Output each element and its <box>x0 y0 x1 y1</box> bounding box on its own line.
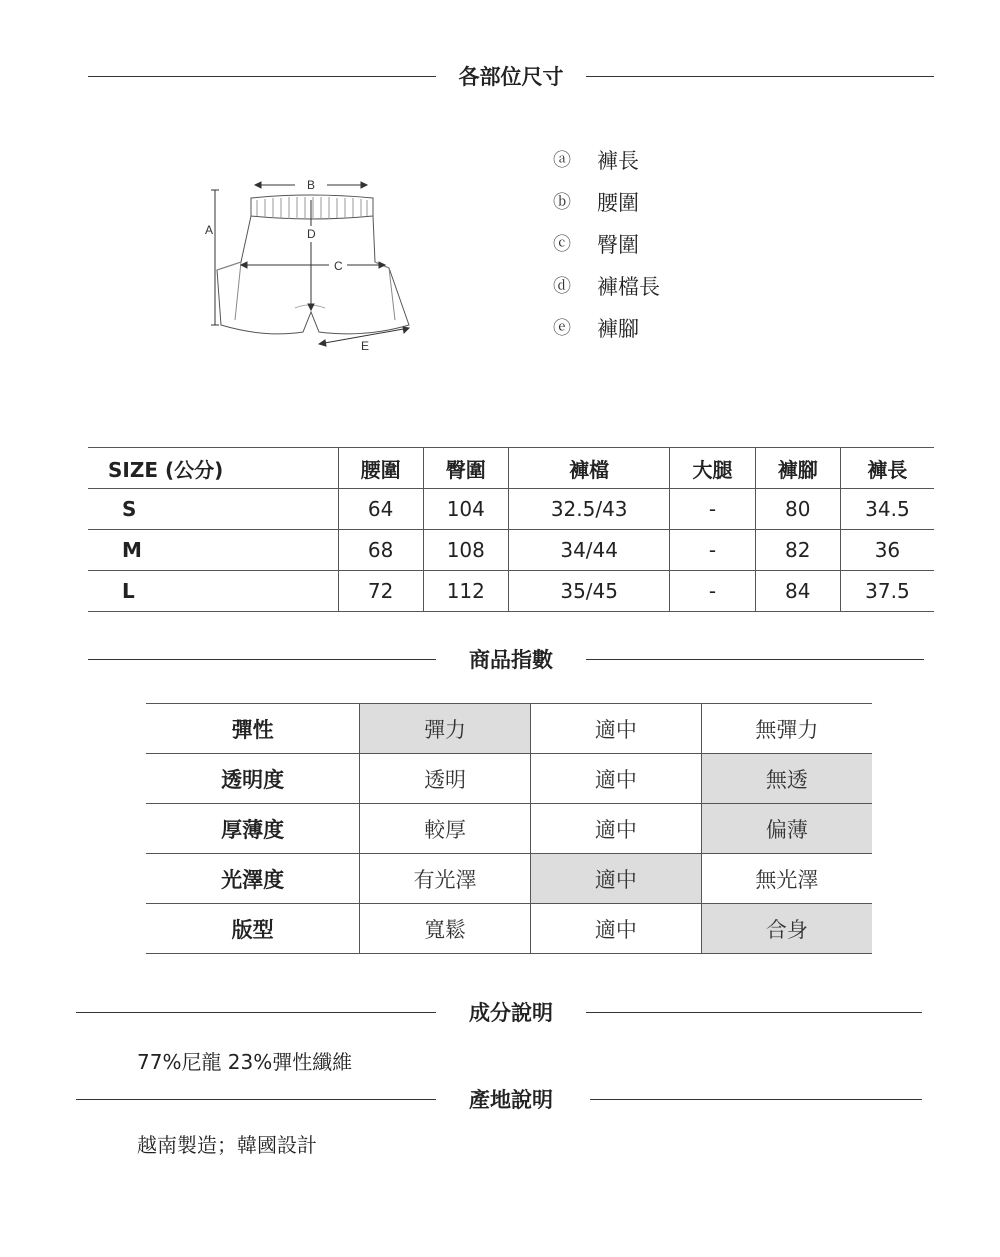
legend-label: 褲檔長 <box>597 275 660 299</box>
size-cell: 36 <box>840 530 934 571</box>
size-table <box>88 447 934 612</box>
index-label: 光澤度 <box>146 854 360 904</box>
table-row <box>146 854 872 904</box>
size-table-header: 臀圍 <box>423 448 508 489</box>
size-cell: 35/45 <box>508 571 670 612</box>
index-option: 有光澤 <box>360 854 531 904</box>
legend-label: 腰圍 <box>597 191 639 215</box>
size-table-header: 大腿 <box>670 448 755 489</box>
size-table-header: 褲檔 <box>508 448 670 489</box>
legend-item <box>553 182 660 224</box>
size-table-header-row <box>88 448 934 489</box>
index-label: 版型 <box>146 904 360 954</box>
size-cell: 34.5 <box>840 489 934 530</box>
legend-label: 臀圍 <box>597 233 639 257</box>
size-cell: 37.5 <box>840 571 934 612</box>
shorts-diagram <box>195 170 435 360</box>
legend-item <box>553 224 660 266</box>
table-row <box>88 489 934 530</box>
size-cell: - <box>670 489 755 530</box>
size-cell: 104 <box>423 489 508 530</box>
legend-marker: ⓑ <box>553 192 571 213</box>
table-row <box>146 754 872 804</box>
index-option: 適中 <box>530 904 701 954</box>
index-option: 合身 <box>701 904 872 954</box>
legend-marker: ⓔ <box>553 318 571 339</box>
index-title: 商品指數 <box>469 648 553 672</box>
composition-text: 77%尼龍 23%彈性纖維 <box>137 1050 353 1074</box>
size-cell: 34/44 <box>508 530 670 571</box>
diagram-label-a: A <box>205 223 214 237</box>
size-cell: 82 <box>755 530 840 571</box>
index-option: 適中 <box>530 704 701 754</box>
size-table-header: 腰圍 <box>338 448 423 489</box>
product-index-table <box>146 703 872 954</box>
index-option: 寬鬆 <box>360 904 531 954</box>
size-cell: 64 <box>338 489 423 530</box>
index-option: 透明 <box>360 754 531 804</box>
size-table-header: 褲長 <box>840 448 934 489</box>
size-cell: 72 <box>338 571 423 612</box>
index-option: 適中 <box>530 754 701 804</box>
diagram-label-e: E <box>361 339 370 353</box>
measurements-header <box>0 57 1000 97</box>
diagram-label-d: D <box>307 227 316 241</box>
index-option: 偏薄 <box>701 804 872 854</box>
index-label: 透明度 <box>146 754 360 804</box>
size-cell: L <box>88 571 338 612</box>
size-cell: - <box>670 530 755 571</box>
size-cell: 80 <box>755 489 840 530</box>
size-cell: M <box>88 530 338 571</box>
size-cell: - <box>670 571 755 612</box>
table-row <box>146 804 872 854</box>
table-row <box>88 530 934 571</box>
size-cell: 32.5/43 <box>508 489 670 530</box>
composition-header <box>0 993 1000 1033</box>
index-option: 無透 <box>701 754 872 804</box>
legend-item <box>553 308 660 350</box>
measurement-legend <box>553 140 660 350</box>
size-cell: 84 <box>755 571 840 612</box>
legend-marker: ⓒ <box>553 234 571 255</box>
size-cell: 112 <box>423 571 508 612</box>
diagram-label-c: C <box>334 259 343 273</box>
table-row <box>146 704 872 754</box>
legend-item <box>553 140 660 182</box>
diagram-label-b: B <box>307 178 316 192</box>
origin-text: 越南製造；韓國設計 <box>137 1133 317 1157</box>
index-header <box>0 640 1000 680</box>
origin-header <box>0 1080 1000 1120</box>
size-table-header: SIZE (公分) <box>88 448 338 489</box>
legend-marker: ⓓ <box>553 276 571 297</box>
index-label: 彈性 <box>146 704 360 754</box>
size-table-header: 褲腳 <box>755 448 840 489</box>
index-label: 厚薄度 <box>146 804 360 854</box>
table-row <box>146 904 872 954</box>
size-cell: S <box>88 489 338 530</box>
origin-title: 產地說明 <box>469 1088 553 1112</box>
legend-item <box>553 266 660 308</box>
measurements-title: 各部位尺寸 <box>458 65 564 89</box>
index-option: 適中 <box>530 804 701 854</box>
legend-label: 褲腳 <box>597 317 639 341</box>
size-cell: 108 <box>423 530 508 571</box>
index-option: 彈力 <box>360 704 531 754</box>
legend-marker: ⓐ <box>553 150 571 171</box>
index-option: 無彈力 <box>701 704 872 754</box>
table-row <box>88 571 934 612</box>
index-option: 較厚 <box>360 804 531 854</box>
size-cell: 68 <box>338 530 423 571</box>
index-option: 無光澤 <box>701 854 872 904</box>
composition-title: 成分說明 <box>469 1001 553 1025</box>
legend-label: 褲長 <box>597 149 639 173</box>
index-option: 適中 <box>530 854 701 904</box>
